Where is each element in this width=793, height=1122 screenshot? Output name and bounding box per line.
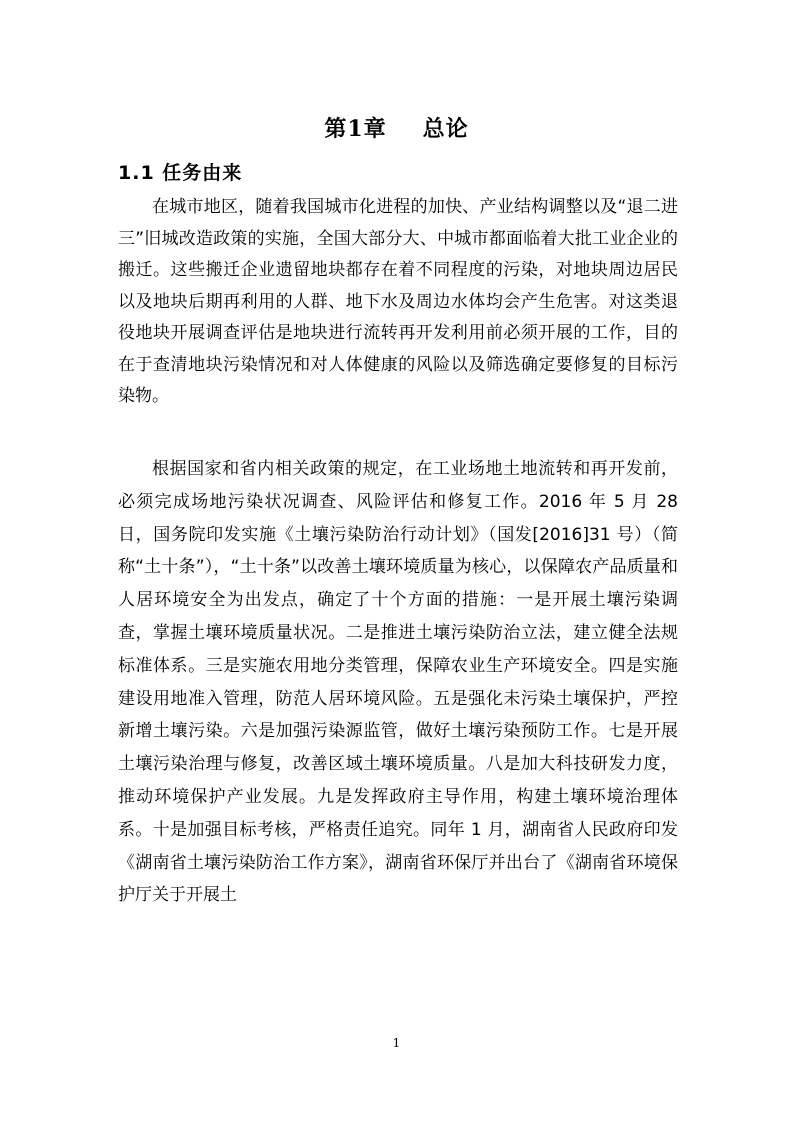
- chapter-name: 总论: [422, 116, 469, 142]
- page-number: 1: [392, 1036, 401, 1050]
- section-title: 1.1 任务由来: [118, 162, 243, 184]
- paragraph-background: 在城市地区，随着我国城市化进程的加快、产业结构调整以及“退二进三”旧城改造政策的实施，全国大部分大、中城市都面临着大批工业企业的搬迁。这些搬迁企业遗留地块都存在着不同程度的污染，对地块周边居民以及地块后期再利用的人群、地下水及周边水体均会产生危害。对这类退役地块开展调查评估是地块进行流转再开发利用前必须开展的工作，目的在于查清地块污染情况和对人体健康的风险以及筛选确定要修复的目标污染物。: [118, 197, 678, 406]
- paragraph-policy: 根据国家和省内相关政策的规定，在工业场地土地流转和再开发前，必须完成场地污染状况调查、风险评估和修复工作。2016 年 5 月 28 日，国务院印发实施《土壤污染防治行动计划》（国发[2016]31 号）（简称“土十条”），“土十条”以改善土壤环境质量为核心，以保障农产品质量和人居环境安全为出发点，确定了十个方面的措施：一是开展土壤污染调查，掌握土壤环境质量状况。二是推进土壤污染防治立法，建立健全法规标准体系。三是实施农用地分类管理，保障农业生产环境安全。四是实施建设用地准入管理，防范人居环境风险。五是强化未污染土壤保护，严控新增土壤污染。六是加强污染源监管，做好土壤污染预防工作。七是开展土壤污染治理与修复，改善区域土壤环境质量。八是加大科技研发力度，推动环境保护产业发展。九是发挥政府主导作用，构建土壤环境治理体系。十是加强目标考核，严格责任追究。同年 1 月，湖南省人民政府印发《湖南省土壤污染防治工作方案》，湖南省环保厅并出台了《湖南省环境保护厅关于开展土: [118, 459, 678, 906]
- chapter-title: [0, 112, 793, 143]
- chapter-number: 第1章: [324, 116, 387, 142]
